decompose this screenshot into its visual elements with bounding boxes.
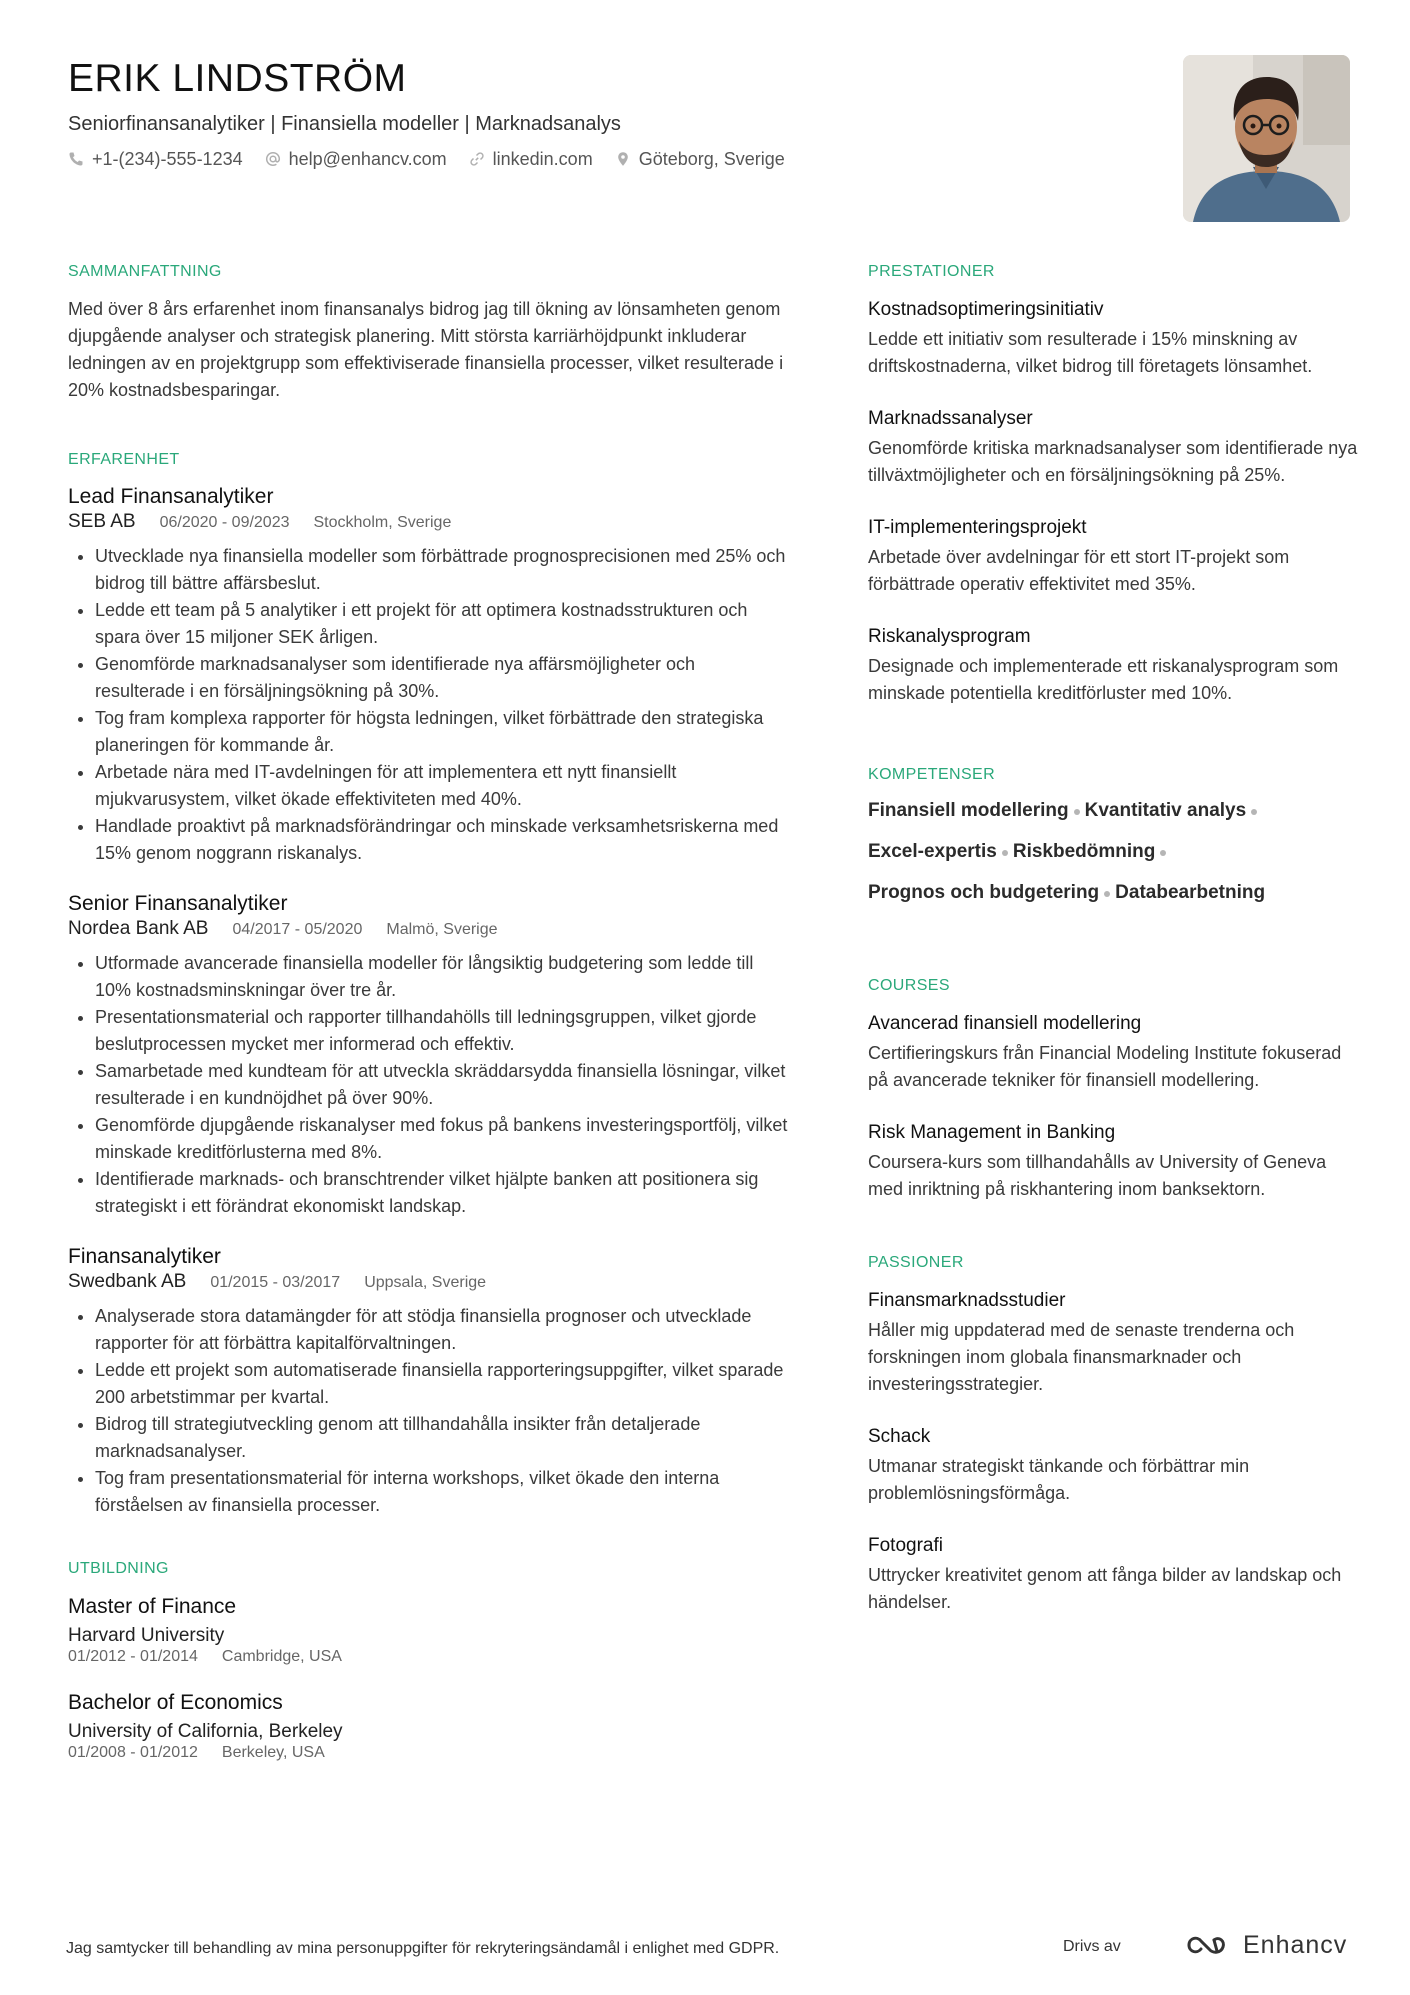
candidate-name: ERIK LINDSTRÖM [68,57,407,100]
job-bullets [68,543,788,867]
achievement-text: Ledde ett initiativ som resulterade i 15% minskning av driftskostnaderna, vilket bidrog till företagets lönsamhet. [868,329,1313,376]
skill-tag: Riskbedömning [1012,841,1156,862]
powered-by-label: Drivs av [1063,1938,1121,1955]
resume-header [68,55,1168,171]
contact-row [68,147,1168,171]
achievement-title: IT-implementeringsprojekt [868,517,1087,538]
job-meta [68,917,788,942]
job-bullet: • Identifierade marknads- och branschtrender vilket hjälpte banken att positionera sig strategiskt i ett förändrat ekonomiskt landskap. [95,1166,788,1220]
job-bullet: • Genomförde marknadsanalyser som identifierade nya affärsmöjligheter och resulterade i en försäljningsökning på 30%. [95,651,788,705]
link-icon [469,151,485,167]
job-bullets [68,1303,788,1519]
edu-degree: Master of Finance [68,1595,237,1618]
separator-dot [1074,809,1080,815]
job-dates: 06/2020 - 09/2023 [159,514,290,531]
job-entry [68,891,788,1220]
separator-dot [1002,850,1008,856]
job-bullet: • Ledde ett team på 5 analytiker i ett projekt för att optimera kostnadsstrukturen och spara över 15 miljoner SEK årligen. [95,597,788,651]
education-section [68,1559,788,1763]
enhancv-brand[interactable] [1185,1930,1347,1960]
course-item [868,1119,1358,1203]
job-bullet: • Tog fram presentationsmaterial för interna workshops, vilket ökade den interna förståelsen av finansiella processer. [95,1465,788,1519]
achievement-text: Arbetade över avdelningar för ett stort IT-projekt som förbättrade operativ effektivitet med 35%. [868,547,1290,594]
at-icon [265,151,281,167]
enhancv-logo [1185,1931,1233,1959]
passions-heading: PASSIONER [868,1254,964,1271]
achievements-heading: PRESTATIONER [868,263,995,280]
summary-section [68,262,788,404]
profile-photo [1183,55,1350,222]
edu-dates: 01/2008 - 01/2012 [68,1744,198,1761]
education-heading: UTBILDNING [68,1560,169,1577]
job-meta [68,510,788,535]
left-column [68,262,788,1809]
job-location: Malmö, Sverige [386,921,498,938]
job-company: Swedbank AB [68,1271,187,1292]
course-title: Avancerad finansiell modellering [868,1013,1142,1034]
achievement-title: Marknadssanalyser [868,408,1033,429]
job-company: SEB AB [68,511,136,532]
education-entry [68,1689,788,1763]
passion-text: Utmanar strategiskt tänkande och förbättrar min problemlösningsförmåga. [868,1456,1250,1503]
linkedin-text: linkedin.com [492,149,593,169]
job-entry [68,1244,788,1519]
edu-location: Cambridge, USA [221,1648,342,1665]
skill-tag: Prognos och budgetering [868,882,1100,903]
passions-section [868,1253,1358,1616]
job-bullet: • Utvecklade nya finansiella modeller som förbättrade prognosprecisionen med 25% och bidrog till bättre affärsbeslut. [95,543,788,597]
passion-text: Uttrycker kreativitet genom att fånga bilder av landskap och händelser. [868,1565,1342,1612]
skills-heading: KOMPETENSER [868,766,996,783]
separator-dot [1160,850,1166,856]
job-bullet: • Arbetade nära med IT-avdelningen för att implementera ett nytt finansiellt mjukvarusystem, vilket ökade effektiviteten med 40%. [95,759,788,813]
gdpr-consent: Jag samtycker till behandling av mina personuppgifter för rekryteringsändamål i enlighet med GDPR. [66,1940,780,1957]
experience-section [68,450,788,1519]
location-pin-icon [615,151,631,167]
headline: Seniorfinansanalytiker | Finansiella modeller | Marknadsanalys [68,113,621,135]
skill-tag: Databearbetning [1115,882,1266,903]
courses-heading: COURSES [868,977,950,994]
edu-school: University of California, Berkeley [68,1721,343,1742]
job-company: Nordea Bank AB [68,918,209,939]
passion-title: Schack [868,1426,931,1447]
job-location: Uppsala, Sverige [364,1274,487,1291]
job-bullet: • Presentationsmaterial och rapporter tillhandahölls till ledningsgruppen, vilket gjorde beslutprocessen mycket mer informerad och effektiv. [95,1004,788,1058]
achievement-title: Kostnadsoptimeringsinitiativ [868,299,1104,320]
job-title: Finansanalytiker [68,1245,221,1268]
job-dates: 01/2015 - 03/2017 [210,1274,341,1291]
achievement-text: Genomförde kritiska marknadsanalyser som identifierade nya tillväxtmöjligheter och en försäljningsökning på 25%. [868,438,1358,485]
achievements-section [868,262,1358,707]
job-meta [68,1270,788,1295]
contact-location [615,147,785,171]
course-item [868,1010,1358,1094]
job-bullet: • Tog fram komplexa rapporter för högsta ledningen, vilket förbättrade den strategiska planeringen för kommande år. [95,705,788,759]
passion-item [868,1423,1358,1507]
achievement-item [868,405,1358,489]
separator-dot [1104,891,1110,897]
job-title: Senior Finansanalytiker [68,892,288,915]
skill-tag: Finansiell modellering [868,800,1069,821]
skills-list [868,791,1358,914]
job-bullet: • Analyserade stora datamängder för att stödja finansiella prognoser och utvecklade rapporter för att förbättra kapitalförvaltningen. [95,1303,788,1357]
job-bullet: • Genomförde djupgående riskanalyser med fokus på bankens investeringsportfölj, vilket minskade kreditförlusterna med 8%. [95,1112,788,1166]
skills-section [868,765,1358,914]
job-entry [68,484,788,867]
passion-item [868,1287,1358,1398]
achievement-item [868,514,1358,598]
edu-meta [68,1743,788,1763]
right-column [868,262,1358,1662]
location-text: Göteborg, Sverige [638,149,785,169]
summary-text: Med över 8 års erfarenhet inom finansanalys bidrog jag till ökning av lönsamheten genom djupgående analyser och strategisk planering. Mitt största karriärhöjdpunkt inkluderar ledningen av en projektgrupp som effektiviserade finansiella processer, vilket resulterade i 20% kostnadsbesparingar. [68,299,784,400]
passion-title: Fotografi [868,1535,943,1556]
skill-tag: Excel-expertis [868,841,997,862]
courses-section [868,976,1358,1203]
job-bullet: • Samarbetade med kundteam för att utveckla skräddarsydda finansiella lösningar, vilket resulterade i en kundnöjdhet på över 90%. [95,1058,788,1112]
job-bullet: • Utformade avancerade finansiella modeller för långsiktig budgetering som ledde till 10% kostnadsminskningar över tre år. [95,950,788,1004]
experience-heading: ERFARENHET [68,451,180,468]
summary-heading: SAMMANFATTNING [68,263,222,280]
course-title: Risk Management in Banking [868,1122,1116,1143]
passion-title: Finansmarknadsstudier [868,1290,1066,1311]
education-entry [68,1593,788,1667]
job-location: Stockholm, Sverige [313,514,452,531]
contact-phone [68,147,243,171]
job-bullets [68,950,788,1220]
course-text: Certifieringskurs från Financial Modeling Institute fokuserad på avancerade tekniker för finansiell modellering. [868,1043,1342,1090]
job-title: Lead Finansanalytiker [68,485,274,508]
edu-degree: Bachelor of Economics [68,1691,283,1714]
job-bullet: • Ledde ett projekt som automatiserade finansiella rapporteringsuppgifter, vilket sparade 200 arbetstimmar per kvartal. [95,1357,788,1411]
contact-linkedin[interactable] [469,147,593,171]
job-dates: 04/2017 - 05/2020 [232,921,363,938]
achievement-text: Designade och implementerade ett riskanalysprogram som minskade potentiella kreditförluster med 10%. [868,656,1339,703]
email-text: help@enhancv.com [288,149,447,169]
brand-name: Enhancv [1243,1931,1348,1959]
edu-meta [68,1647,788,1667]
job-bullet: • Bidrog till strategiutveckling genom att tillhandahålla insikter från detaljerade marknadsanalyser. [95,1411,788,1465]
achievement-title: Riskanalysprogram [868,626,1031,647]
skill-tag: Kvantitativ analys [1084,800,1247,821]
phone-text: +1-(234)-555-1234 [92,149,243,169]
phone-icon [68,151,84,167]
course-text: Coursera-kurs som tillhandahålls av University of Geneva med inriktning på riskhantering inom banksektorn. [868,1152,1327,1199]
achievement-item [868,623,1358,707]
edu-location: Berkeley, USA [221,1744,325,1761]
passion-item [868,1532,1358,1616]
contact-email[interactable] [265,147,447,171]
passion-text: Håller mig uppdaterad med de senaste trenderna och forskningen inom globala finansmarknader och investeringsstrategier. [868,1320,1295,1394]
separator-dot [1251,809,1257,815]
edu-dates: 01/2012 - 01/2014 [68,1648,198,1665]
job-bullet: • Handlade proaktivt på marknadsförändringar och minskade verksamhetsriskerna med 15% genom noggrann riskanalys. [95,813,788,867]
achievement-item [868,296,1358,380]
edu-school: Harvard University [68,1625,225,1646]
